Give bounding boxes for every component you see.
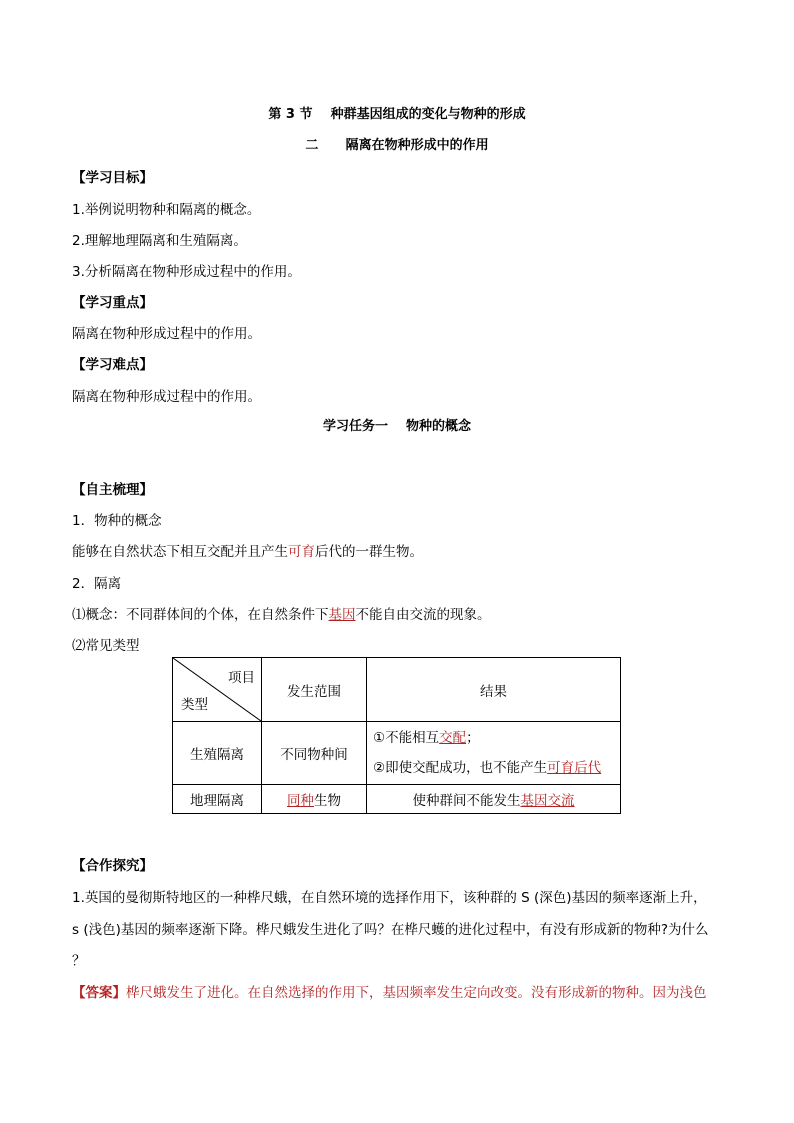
question-line: 1.英国的曼彻斯特地区的一种桦尺蛾，在自然环境的选择作用下，该种群的 S (深色)基因的频率逐渐上升，: [72, 890, 707, 906]
table-row: [173, 785, 621, 814]
objectives-heading: 【学习目标】: [72, 170, 153, 186]
blank-gene-flow: 基因交流: [520, 793, 575, 809]
table-header-row: [173, 658, 621, 722]
blank-mating: 交配: [439, 730, 467, 746]
key-heading: 【学习重点】: [72, 295, 153, 311]
answer-text: 桦尺蛾发生了进化。在自然选择的作用下，基因频率发生定向改变。没有形成新的物种。因为浅色: [126, 985, 707, 1001]
table-row: [173, 722, 621, 785]
section-subtitle: 二 隔离在物种形成中的作用: [305, 138, 489, 153]
isolation-types-table: [172, 657, 621, 814]
self-study-heading: 【自主梳理】: [72, 482, 153, 498]
row-type: 生殖隔离: [173, 722, 262, 785]
diagonal-header-cell: [173, 658, 262, 722]
row-range: 不同物种间: [262, 722, 367, 785]
row-type: 地理隔离: [173, 785, 262, 814]
species-concept-title: 1．物种的概念: [72, 513, 162, 529]
blank-gene: 基因: [328, 607, 356, 623]
difficulty-text: 隔离在物种形成过程中的作用。: [72, 389, 261, 405]
species-concept-text: 能够在自然状态下相互交配并且产生可育后代的一群生物。: [72, 544, 423, 560]
header-type-label: 类型: [181, 697, 208, 713]
blank-fertile-offspring: 可育后代: [547, 760, 602, 776]
key-text: 隔离在物种形成过程中的作用。: [72, 326, 261, 342]
difficulty-heading: 【学习难点】: [72, 357, 153, 373]
question-line: ？: [72, 953, 86, 969]
header-item-label: 项目: [228, 670, 255, 686]
header-range: 发生范围: [262, 658, 367, 722]
section-title: 第 3 节 种群基因组成的变化与物种的形成: [268, 107, 526, 122]
row-result: 使种群间不能发生基因交流: [367, 785, 621, 814]
objective-item: 2.理解地理隔离和生殖隔离。: [72, 233, 247, 249]
answer-line: [72, 981, 707, 1001]
question-line: s (浅色)基因的频率逐渐下降。桦尺蛾发生进化了吗？在桦尺蠖的进化过程中，有没有形成新的物种?为什么: [72, 922, 709, 938]
objective-item: 3.分析隔离在物种形成过程中的作用。: [72, 264, 301, 280]
row-range: 同种生物: [262, 785, 367, 814]
isolation-types-title: ⑵常见类型: [72, 638, 140, 654]
answer-label: 【答案】: [72, 985, 126, 1001]
task-title: 学习任务一 物种的概念: [322, 419, 472, 434]
isolation-concept: ⑴概念：不同群体间的个体，在自然条件下基因不能自由交流的现象。: [72, 607, 491, 623]
row-result: ①不能相互交配； ②即使交配成功，也不能产生可育后代: [367, 722, 621, 785]
isolation-title: 2．隔离: [72, 576, 122, 592]
highlight-fertile: 可育: [288, 544, 315, 560]
objective-item: 1.举例说明物种和隔离的概念。: [72, 202, 261, 218]
cooperation-heading: 【合作探究】: [72, 858, 153, 874]
header-result: 结果: [367, 658, 621, 722]
blank-same-species: 同种: [287, 793, 314, 809]
